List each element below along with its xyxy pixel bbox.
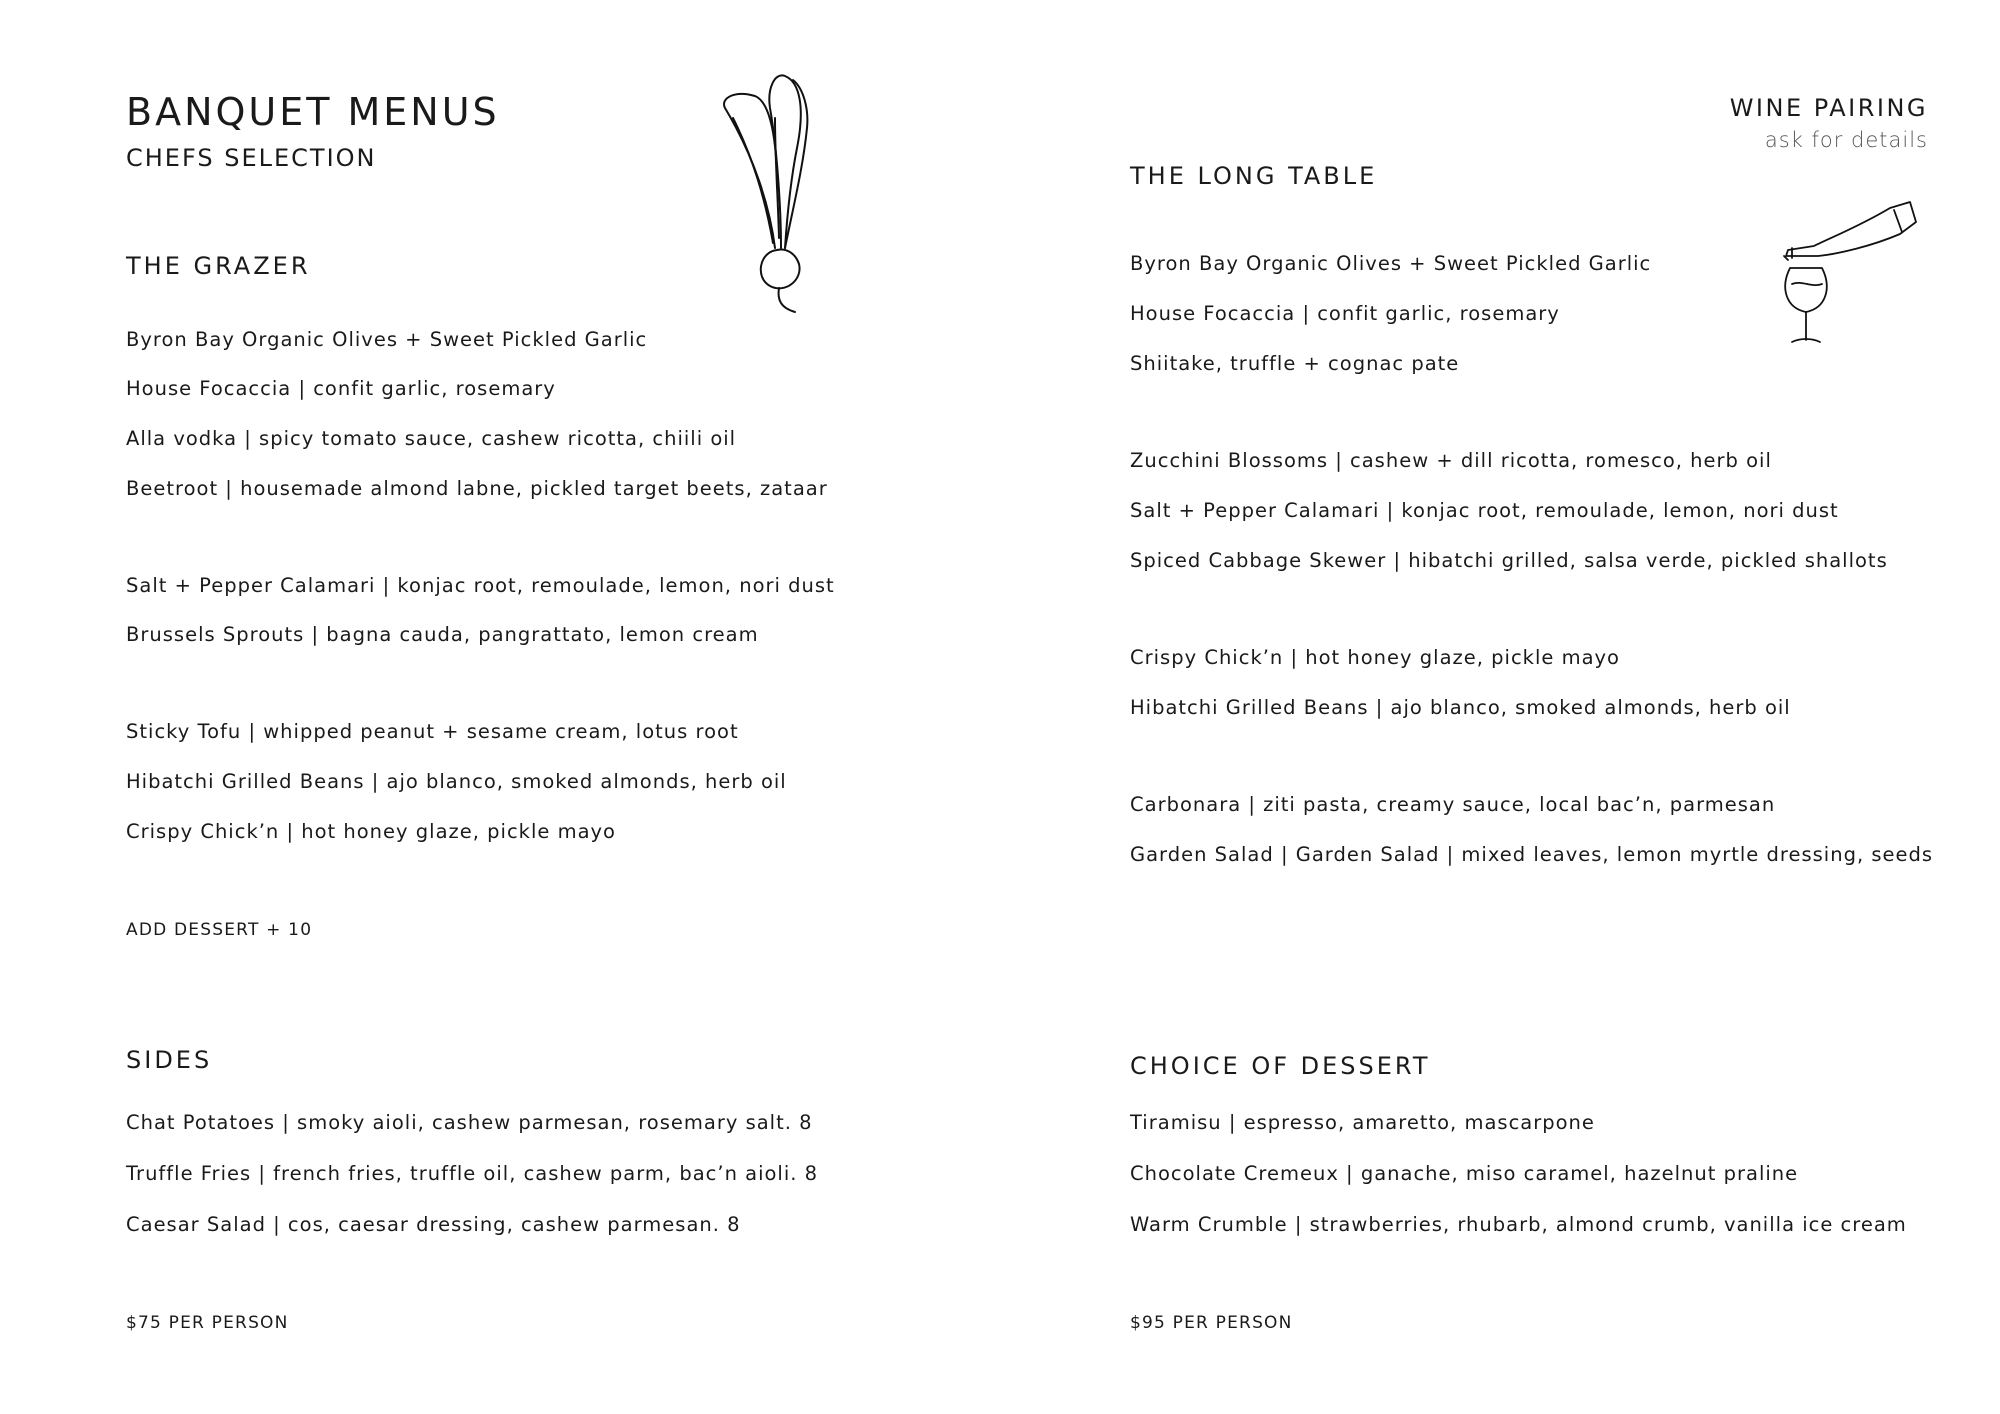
long-table-item: Zucchini Blossoms | cashew + dill ricotta, romesco, herb oil <box>1130 449 1772 472</box>
long-table-item: Hibatchi Grilled Beans | ajo blanco, smoked almonds, herb oil <box>1130 696 1791 719</box>
grazer-heading: THE GRAZER <box>126 252 311 280</box>
grazer-item: Brussels Sprouts | bagna cauda, pangrattato, lemon cream <box>126 623 759 646</box>
grazer-item: House Focaccia | confit garlic, rosemary <box>126 377 556 400</box>
long-table-item: Carbonara | ziti pasta, creamy sauce, local bac’n, parmesan <box>1130 793 1776 816</box>
dessert-item: Tiramisu | espresso, amaretto, mascarpone <box>1130 1111 1595 1134</box>
wine-pour-illustration <box>1780 200 1930 350</box>
sides-item: Chat Potatoes | smoky aioli, cashew parmesan, rosemary salt. 8 <box>126 1111 813 1134</box>
add-dessert-note: ADD DESSERT + 10 <box>126 920 313 940</box>
wine-pairing-note: ask for details <box>1764 128 1928 152</box>
grazer-item: Hibatchi Grilled Beans | ajo blanco, smoked almonds, herb oil <box>126 770 787 793</box>
sides-item: Caesar Salad | cos, caesar dressing, cashew parmesan. 8 <box>126 1213 741 1236</box>
grazer-item: Sticky Tofu | whipped peanut + sesame cream, lotus root <box>126 720 739 743</box>
dessert-heading: CHOICE OF DESSERT <box>1130 1052 1431 1080</box>
sides-item: Truffle Fries | french fries, truffle oil, cashew parm, bac’n aioli. 8 <box>126 1162 819 1185</box>
long-table-item: Shiitake, truffle + cognac pate <box>1130 352 1460 375</box>
grazer-item: Crispy Chick’n | hot honey glaze, pickle mayo <box>126 820 616 843</box>
dessert-item: Chocolate Cremeux | ganache, miso caramel, hazelnut praline <box>1130 1162 1799 1185</box>
page-title: BANQUET MENUS <box>126 90 500 134</box>
grazer-item: Alla vodka | spicy tomato sauce, cashew ricotta, chiili oil <box>126 427 737 450</box>
long-table-item: Garden Salad | Garden Salad | mixed leaves, lemon myrtle dressing, seeds <box>1130 843 1934 866</box>
grazer-price: $75 PER PERSON <box>126 1313 289 1333</box>
long-table-heading: THE LONG TABLE <box>1130 162 1378 190</box>
page-subtitle: CHEFS SELECTION <box>126 144 377 172</box>
long-table-item: Salt + Pepper Calamari | konjac root, remoulade, lemon, nori dust <box>1130 499 1839 522</box>
long-table-price: $95 PER PERSON <box>1130 1313 1293 1333</box>
grazer-item: Beetroot | housemade almond labne, pickled target beets, zataar <box>126 477 828 500</box>
long-table-item: Spiced Cabbage Skewer | hibatchi grilled, salsa verde, pickled shallots <box>1130 549 1888 572</box>
radish-illustration <box>715 68 815 318</box>
long-table-item: Byron Bay Organic Olives + Sweet Pickled Garlic <box>1130 252 1652 275</box>
grazer-item: Salt + Pepper Calamari | konjac root, remoulade, lemon, nori dust <box>126 574 835 597</box>
sides-heading: SIDES <box>126 1046 213 1074</box>
dessert-item: Warm Crumble | strawberries, rhubarb, almond crumb, vanilla ice cream <box>1130 1213 1907 1236</box>
grazer-item: Byron Bay Organic Olives + Sweet Pickled Garlic <box>126 328 648 351</box>
wine-pairing-title: WINE PAIRING <box>1729 94 1928 122</box>
long-table-item: Crispy Chick’n | hot honey glaze, pickle mayo <box>1130 646 1620 669</box>
long-table-item: House Focaccia | confit garlic, rosemary <box>1130 302 1560 325</box>
